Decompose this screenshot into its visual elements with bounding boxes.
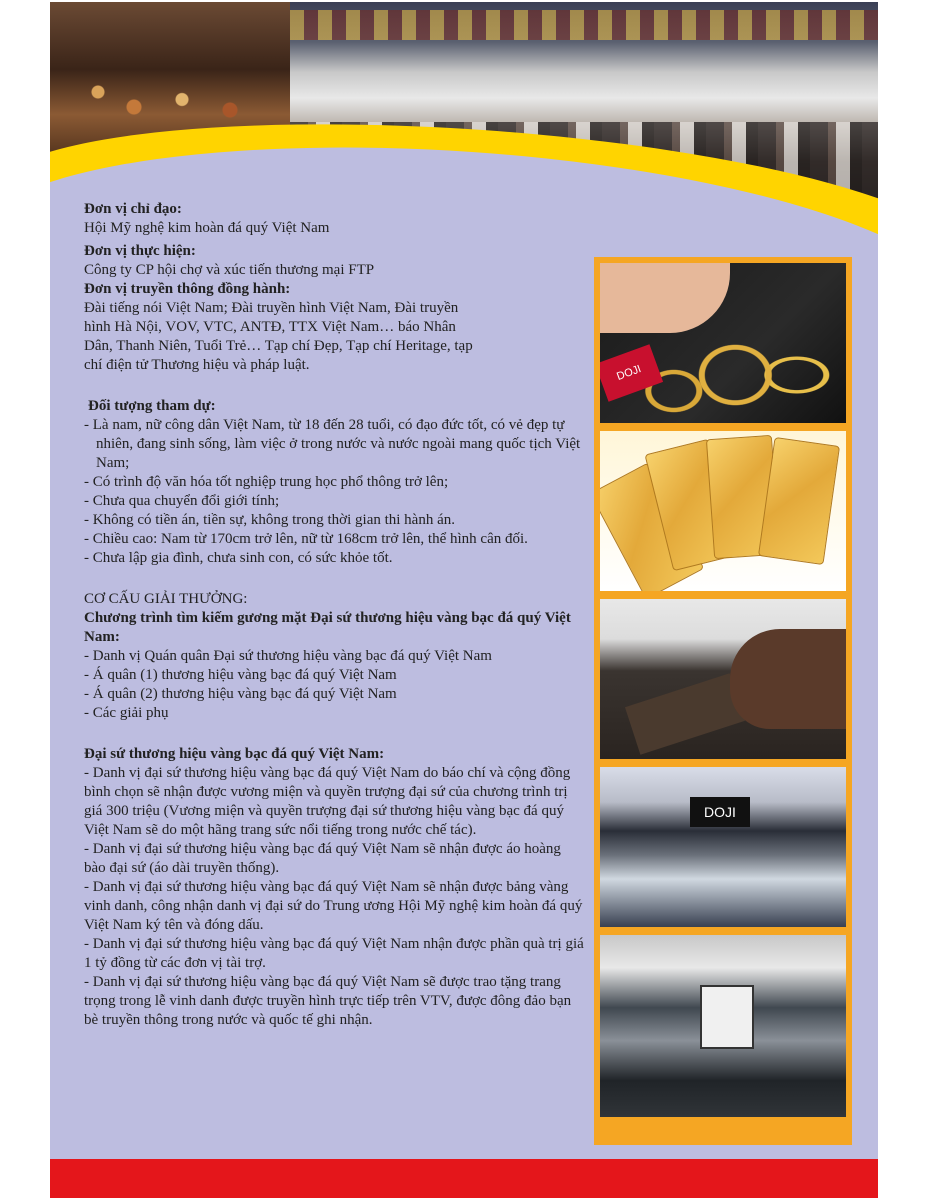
thuc-hien-heading: Đơn vị thực hiện: bbox=[84, 243, 196, 259]
doi-tuong-item: - Không có tiền án, tiền sự, không trong thời gian thi hành án. bbox=[84, 512, 456, 528]
store-sign: DOJI bbox=[690, 797, 750, 827]
giai-thuong-item: - Á quân (2) thương hiệu vàng bạc đá quý Việt Nam bbox=[84, 686, 397, 702]
ceiling-decoration bbox=[290, 10, 878, 40]
dai-su-item: - Danh vị đại sứ thương hiệu vàng bạc đá quý Việt Nam nhận được phần quà trị giá 1 tỷ đồng từ các đơn vị tài trợ. bbox=[84, 936, 584, 971]
truyen-thong-line: hình Hà Nội, VOV, VTC, ANTĐ, TTX Việt Nam… báo Nhân bbox=[84, 319, 456, 335]
gold-bracelets-photo bbox=[600, 263, 846, 423]
doi-tuong-heading: Đối tượng tham dự: bbox=[88, 398, 216, 414]
dai-su-item: - Danh vị đại sứ thương hiệu vàng bạc đá quý Việt Nam sẽ được trao tặng trang trọng trong lễ vinh danh được truyền hình trực tiếp trên VTV, được đông đảo bạn bè truyền thông trong nước và quốc tế ghi nhận. bbox=[84, 974, 572, 1028]
dai-su-item: - Danh vị đại sứ thương hiệu vàng bạc đá quý Việt Nam do báo chí và cộng đồng bình chọn sẽ nhận được vương miện và quyền trượng đại sứ của chương trình trị giá 300 triệu (Vương miện và quyền trượng đại sứ thương hiệu vàng bạc đá quý Việt Nam sẽ do một hãng trang sức nổi tiếng trong nước chế tác). bbox=[84, 765, 571, 838]
dai-su-item: - Danh vị đại sứ thương hiệu vàng bạc đá quý Việt Nam sẽ nhận được áo hoàng bào đại sứ (áo dài truyền thống). bbox=[84, 841, 561, 876]
doi-tuong-item: - Chiều cao: Nam từ 170cm trở lên, nữ từ 168cm trở lên, thể hình cân đối. bbox=[84, 531, 528, 547]
hand-shape bbox=[600, 263, 730, 333]
doji-tag bbox=[600, 344, 663, 401]
footer-red-bar bbox=[50, 1159, 878, 1198]
giai-thuong-subheading: Chương trình tìm kiếm gương mặt Đại sứ thương hiệu vàng bạc đá quý Việt Nam: bbox=[84, 610, 571, 645]
gold-bars-photo bbox=[600, 431, 846, 591]
display-box bbox=[700, 985, 754, 1049]
craftsman-arm bbox=[730, 629, 846, 729]
truyen-thong-line: Dân, Thanh Niên, Tuổi Trẻ… Tạp chí Đẹp, Tạp chí Heritage, tạp bbox=[84, 338, 473, 354]
jewelry-crafting-photo bbox=[600, 599, 846, 759]
giai-thuong-item: - Danh vị Quán quân Đại sứ thương hiệu vàng bạc đá quý Việt Nam bbox=[84, 648, 492, 664]
giai-thuong-heading: CƠ CẤU GIẢI THƯỞNG: bbox=[84, 591, 248, 607]
showroom-photo bbox=[600, 935, 846, 1117]
thuc-hien-text: Công ty CP hội chợ và xúc tiến thương mại FTP bbox=[84, 262, 375, 278]
doi-tuong-item: - Có trình độ văn hóa tốt nghiệp trung học phổ thông trở lên; bbox=[84, 474, 449, 490]
giai-thuong-item: - Á quân (1) thương hiệu vàng bạc đá quý Việt Nam bbox=[84, 667, 397, 683]
dai-su-item: - Danh vị đại sứ thương hiệu vàng bạc đá quý Việt Nam sẽ nhận được bảng vàng vinh danh, công nhận danh vị đại sứ do Trung ương Hội Mỹ nghệ kim hoàn đá quý Việt Nam ký tên và đóng dấu. bbox=[84, 879, 583, 933]
chi-dao-text: Hội Mỹ nghệ kim hoàn đá quý Việt Nam bbox=[84, 220, 330, 236]
doi-tuong-item: - Chưa qua chuyển đổi giới tính; bbox=[84, 493, 280, 509]
giai-thuong-item: - Các giải phụ bbox=[84, 705, 169, 721]
truyen-thong-heading: Đơn vị truyền thông đồng hành: bbox=[84, 281, 291, 297]
chi-dao-heading: Đơn vị chỉ đạo: bbox=[84, 201, 182, 217]
brochure-page bbox=[50, 2, 878, 1198]
truyen-thong-line: chí điện tử Thương hiệu và pháp luật. bbox=[84, 357, 310, 373]
work-block bbox=[625, 673, 745, 755]
truyen-thong-line: Đài tiếng nói Việt Nam; Đài truyền hình Việt Nam, Đài truyền bbox=[84, 300, 459, 316]
jewelry-store-photo bbox=[600, 767, 846, 927]
doi-tuong-item: - Chưa lập gia đình, chưa sinh con, có sức khỏe tốt. bbox=[84, 550, 393, 566]
dai-su-heading: Đại sứ thương hiệu vàng bạc đá quý Việt Nam: bbox=[84, 746, 385, 762]
main-text bbox=[84, 200, 584, 1030]
photo-column bbox=[594, 257, 852, 1145]
doji-tag-text: DOJI bbox=[615, 363, 643, 383]
doi-tuong-item: - Là nam, nữ công dân Việt Nam, từ 18 đến 28 tuổi, có đạo đức tốt, có vẻ đẹp tự nhiên, đang sinh sống, làm việc ở trong nước và nước ngoài mang quốc tịch Việt Nam; bbox=[84, 417, 581, 471]
